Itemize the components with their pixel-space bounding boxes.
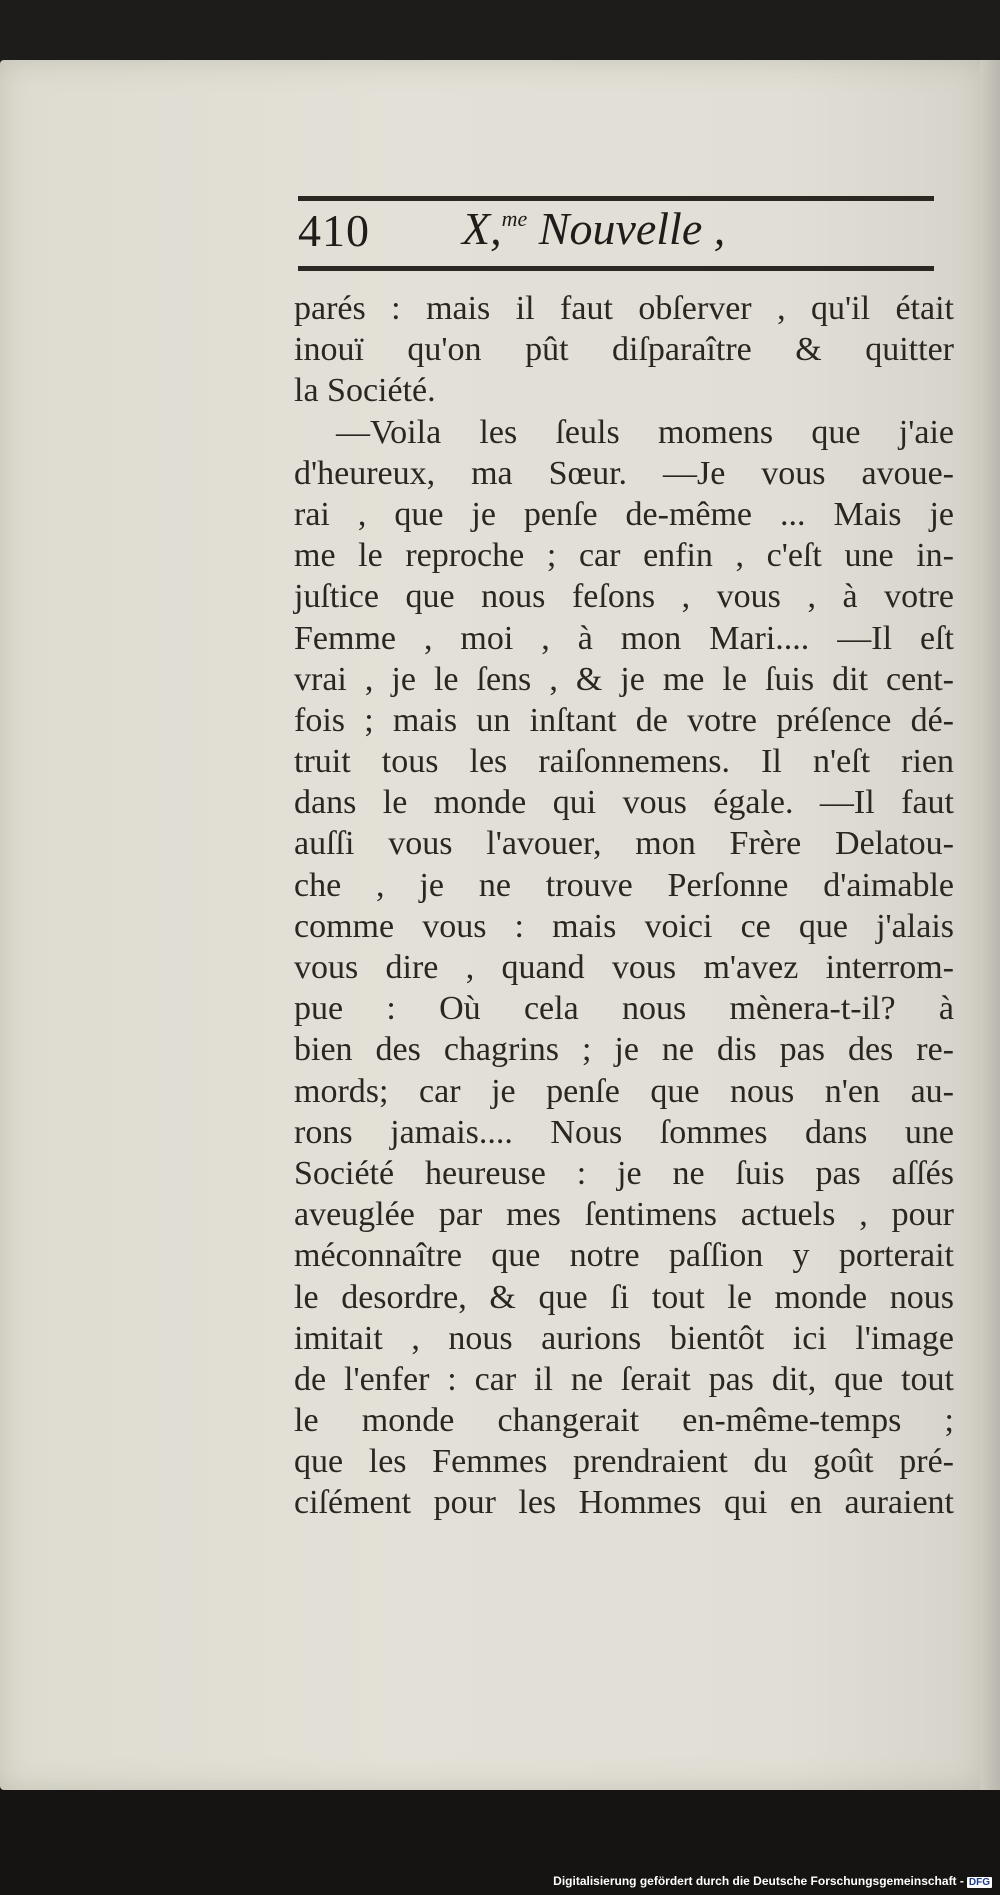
text-line: méconnaître que notre paſſion y porterait (294, 1237, 954, 1275)
header-rule-top (298, 196, 934, 201)
text-line: vrai , je le ſens , & je me le ſuis dit cent- (294, 660, 954, 698)
text-line: truit tous les raiſonnemens. Il n'eſt rien (294, 743, 954, 781)
text-line: mords; car je penſe que nous n'en au- (294, 1072, 954, 1110)
dfg-logo-icon: DFG (968, 1877, 990, 1888)
header-rule-bottom (298, 266, 934, 271)
text-line: parés : mais il faut obſerver , qu'il était (294, 290, 954, 327)
text-line: pue : Où cela nous mènera-t-il? à (294, 990, 954, 1028)
text-line: la Société. (294, 372, 436, 410)
text-line: comme vous : mais voici ce que j'alais (294, 907, 954, 945)
text-line: Société heureuse : je ne ſuis pas aſſés (294, 1154, 954, 1192)
text-line: dans le monde qui vous égale. —Il faut (294, 784, 954, 822)
running-title-prefix: X, (462, 203, 502, 254)
running-title-suffix: Nouvelle , (527, 203, 726, 254)
text-line: le monde changerait en-même-temps ; (294, 1402, 954, 1440)
scan-top-border (0, 0, 1000, 62)
text-line: vous dire , quand vous m'avez interrom- (294, 949, 954, 986)
text-line: me le reproche ; car enfin , c'eſt une in- (294, 537, 954, 575)
page-number: 410 (298, 205, 370, 256)
text-line: bien des chagrins ; je ne dis pas des re- (294, 1031, 954, 1069)
text-line: imitait , nous aurions bientôt ici l'image (294, 1319, 954, 1357)
text-line: le desordre, & que ſi tout le monde nous (294, 1278, 954, 1316)
text-line: rai , que je penſe de-même ... Mais je (294, 495, 954, 533)
text-line: de l'enfer : car il ne ſerait pas dit, que tout (294, 1360, 954, 1398)
text-line: ciſément pour les Hommes qui en auraient (294, 1484, 954, 1522)
digitization-credit (553, 1874, 992, 1888)
text-line: fois ; mais un inſtant de votre préſence dé- (294, 701, 954, 739)
text-line: che , je ne trouve Perſonne d'aimable (294, 866, 954, 904)
page-edge (980, 60, 1000, 1790)
text-line: d'heureux, ma Sœur. —Je vous avoue- (294, 454, 954, 492)
running-title (462, 202, 725, 255)
credit-text: Digitalisierung gefördert durch die Deutsche Forschungsgemeinschaft - (553, 1874, 964, 1888)
text-line: inouï qu'on pût diſparaître & quitter (294, 331, 954, 369)
text-line: aveuglée par mes ſentimens actuels , pour (294, 1196, 954, 1234)
text-line: que les Femmes prendraient du goût pré- (294, 1443, 954, 1481)
text-line: rons jamais.... Nous ſommes dans une (294, 1113, 954, 1151)
text-line: auſſi vous l'avouer, mon Frère Delatou- (294, 825, 954, 863)
text-line: —Voila les ſeuls momens que j'aie (336, 413, 954, 451)
body-text (294, 288, 954, 1524)
running-title-sup: me (501, 206, 528, 231)
text-line: Femme , moi , à mon Mari.... —Il eſt (294, 619, 954, 657)
text-line: juſtice que nous feſons , vous , à votre (294, 578, 954, 616)
